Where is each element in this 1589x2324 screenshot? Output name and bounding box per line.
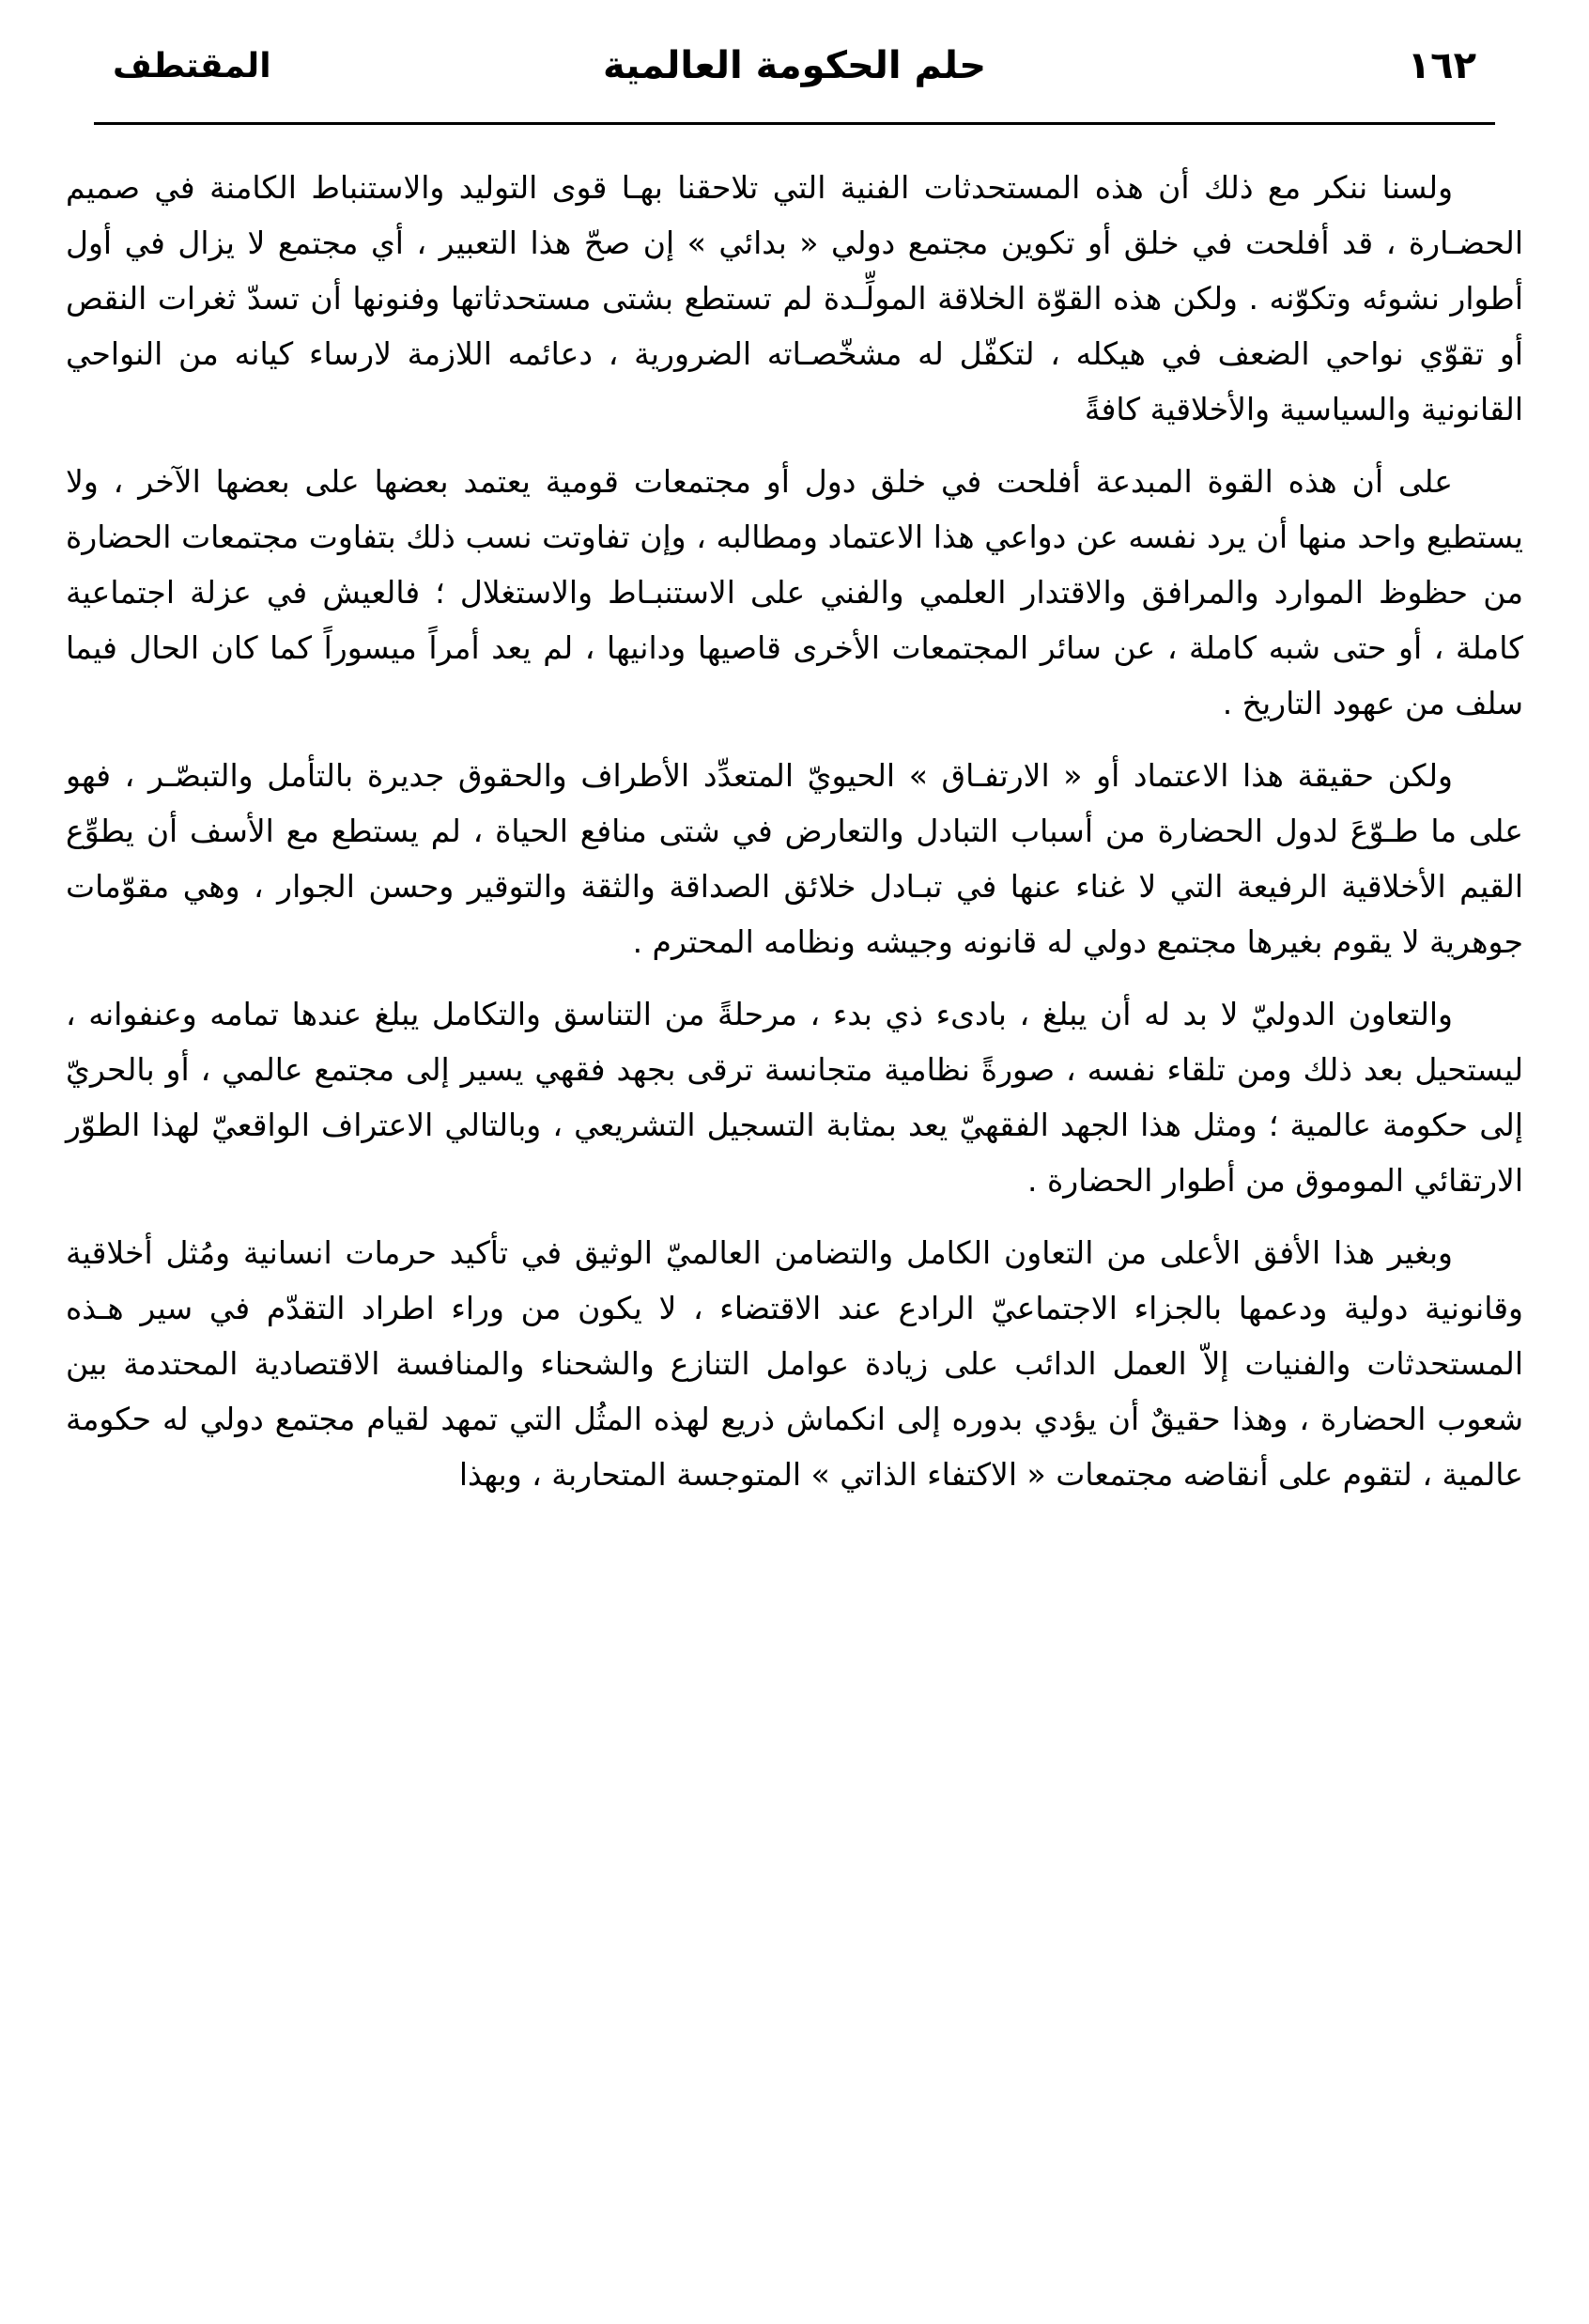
paragraph-5: وبغير هذا الأفق الأعلى من التعاون الكامل والتضامن العالميّ الوثيق في تأكيد حرمات انسانية ومُثل أخلاقية وقانونية دولية ودعمها بالجزاء الاجتماعيّ الرادع عند الاقتضاء ، لا يكون من وراء اطراد التقدّم في سير هـذه المستحدثات والفنيات إلاّ العمل الدائب على زيادة عوامل التنازع والشحناء والمنافسة الاقتصادية المحتدمة بين شعوب الحضارة ، وهذا حقيقٌ أن يؤدي بدوره إلى انكماش ذريع لهذه المثُل التي تمهد لقيام مجتمع دولي له حكومة عالمية ، لتقوم على أنقاضه مجتمعات « الاكتفاء الذاتي » المتوجسة المتحاربة ، وبهذا bbox=[66, 1234, 1523, 1493]
paragraph-2: على أن هذه القوة المبدعة أفلحت في خلق دول أو مجتمعات قومية يعتمد بعضها على بعضها الآخر ، ولا يستطيع واحد منها أن يرد نفسه عن دواعي هذا الاعتماد ومطالبه ، وإن تفاوتت نسب ذلك بتفاوت مجتمعات الحضارة من حظوظ الموارد والمرافق والاقتدار العلمي والفني على الاستنبـاط والاستغلال ؛ فالعيش في عزلة اجتماعية كاملة ، أو حتى شبه كاملة ، عن سائر المجتمعات الأخرى قاصيها ودانيها ، لم يعد أمراً ميسوراً كما كان الحال فيما سلف من عهود التاريخ . bbox=[66, 463, 1523, 721]
header-divider bbox=[94, 122, 1495, 125]
paragraph-1: ولسنا ننكر مع ذلك أن هذه المستحدثات الفنية التي تلاحقنا بهـا قوى التوليد والاستنباط الكامنة في صميم الحضـارة ، قد أفلحت في خلق أو تكوين مجتمع دولي « بدائي » إن صحّ هذا التعبير ، أي مجتمع لا يزال في أول أطوار نشوئه وتكوّنه . ولكن هذه القوّة الخلاقة المولِّـدة لم تستطع بشتى مستحدثاتها وفنونها أن تسدّ ثغرات النقص أو تقوّي نواحي الضعف في هيكله ، لتكفّل له مشخّصـاته الضرورية ، دعائمه اللازمة لارساء كيانه من النواحي القانونية والسياسية والأخلاقية كافةً bbox=[66, 169, 1523, 427]
paragraph-4: والتعاون الدوليّ لا بد له أن يبلغ ، بادىء ذي بدء ، مرحلةً من التناسق والتكامل يبلغ عندها تمامه وعنفوانه ، ليستحيل بعد ذلك ومن تلقاء نفسه ، صورةً نظامية متجانسة ترقى بجهد فقهي يسير إلى مجتمع عالمي ، أو بالحريّ إلى حكومة عالمية ؛ ومثل هذا الجهد الفقهيّ يعد بمثابة التسجيل التشريعي ، وبالتالي الاعتراف الواقعيّ لهذا الطوّر الارتقائي الموموق من أطوار الحضارة . bbox=[66, 996, 1523, 1199]
journal-name: المقتطف bbox=[113, 46, 271, 85]
paragraph-3: ولكن حقيقة هذا الاعتماد أو « الارتفـاق » الحيويّ المتعدِّد الأطراف والحقوق جديرة بالتأمل والتبصّـر ، فهو على ما طـوّعَ لدول الحضارة من أسباب التبادل والتعارض في شتى منافع الحياة ، لم يستطع مع الأسف أن يطوِّع القيم الأخلاقية الرفيعة التي لا غناء عنها في تبـادل خلائق الصداقة والثقة والتوقير وحسن الجوار ، وهي مقوّمات جوهرية لا يقوم بغيرها مجتمع دولي له قانونه وجيشه ونظامه المحترم . bbox=[66, 757, 1523, 960]
page-header bbox=[113, 38, 1476, 94]
page-number: ١٦٢ bbox=[1407, 44, 1476, 87]
article-body bbox=[66, 160, 1523, 1519]
running-title: حلم الحكومة العالمية bbox=[602, 44, 987, 87]
